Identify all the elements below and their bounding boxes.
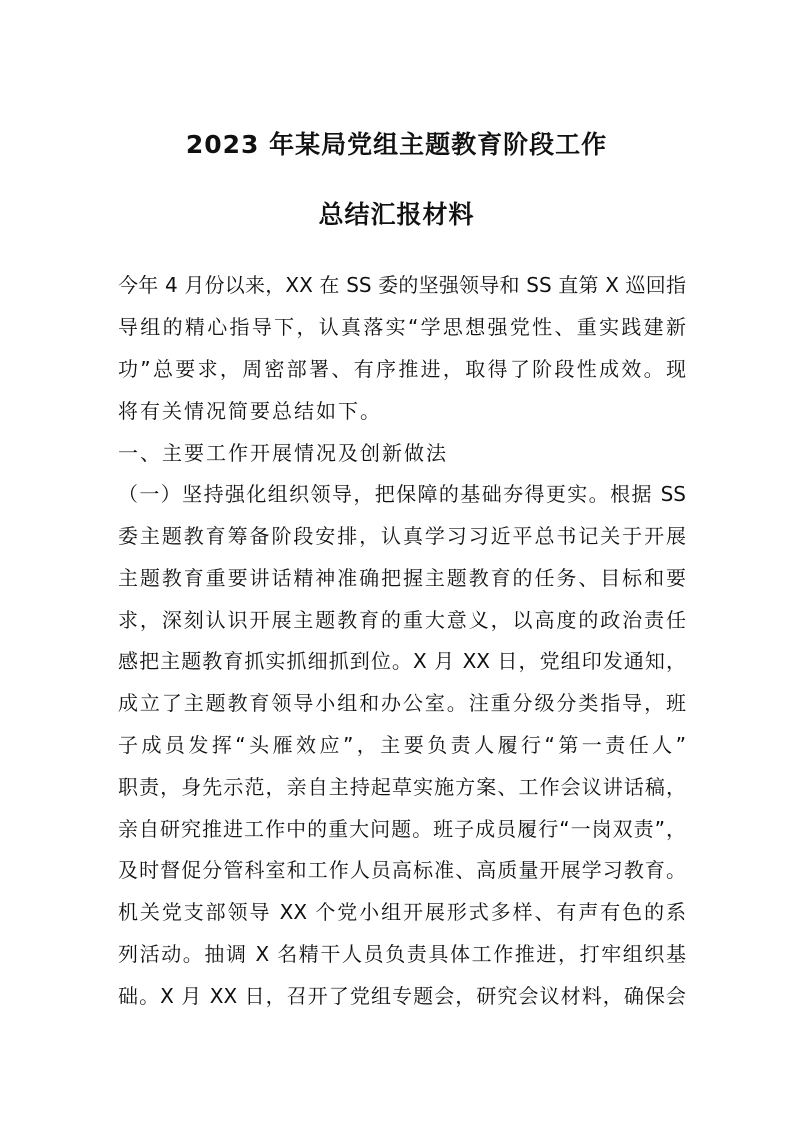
document-title-line-2: 总结汇报材料 <box>318 200 475 229</box>
paragraph-line: 将有关情况简要总结如下。 <box>118 399 382 423</box>
paragraph-line: 及时督促分管科室和工作人员高标准、高质量开展学习教育。 <box>118 858 686 882</box>
paragraph-line: （一）坚持强化组织领导，把保障的基础夯得更实。根据 SS <box>118 482 686 506</box>
paragraph-line: 求，深刻认识开展主题教育的重大意义，以高度的政治责任 <box>118 608 686 632</box>
paragraph-line: 功”总要求，周密部署、有序推进，取得了阶段性成效。现 <box>118 357 686 381</box>
paragraph-line: 委主题教育筹备阶段安排，认真学习习近平总书记关于开展 <box>118 524 686 548</box>
paragraph-line: 今年 4 月份以来，XX 在 SS 委的坚强领导和 SS 直第 X 巡回指 <box>118 273 686 297</box>
paragraph-line: 导组的精心指导下，认真落实“学思想强党性、重实践建新 <box>118 315 686 339</box>
paragraph-line: 成立了主题教育领导小组和办公室。注重分级分类指导，班 <box>118 691 686 715</box>
paragraph-line: 列活动。抽调 X 名精干人员负责具体工作推进，打牢组织基 <box>118 942 686 966</box>
paragraph-line: 主题教育重要讲话精神准确把握主题教育的任务、目标和要 <box>118 566 686 590</box>
paragraph-line: 职责，身先示范，亲自主持起草实施方案、工作会议讲话稿， <box>118 775 686 799</box>
paragraph-line: 子成员发挥“头雁效应”，主要负责人履行“第一责任人” <box>118 733 686 757</box>
paragraph-line: 机关党支部领导 XX 个党小组开展形式多样、有声有色的系 <box>118 900 686 924</box>
paragraph-line: 感把主题教育抓实抓细抓到位。X 月 XX 日，党组印发通知， <box>118 649 686 673</box>
section-heading: 一、主要工作开展情况及创新做法 <box>118 441 448 465</box>
document-title: 2023 年某局党组主题教育阶段工作 <box>185 130 608 159</box>
paragraph-line: 亲自研究推进工作中的重大问题。班子成员履行“一岗双责”， <box>118 817 686 841</box>
paragraph-line: 础。X 月 XX 日，召开了党组专题会，研究会议材料，确保会 <box>118 984 686 1008</box>
